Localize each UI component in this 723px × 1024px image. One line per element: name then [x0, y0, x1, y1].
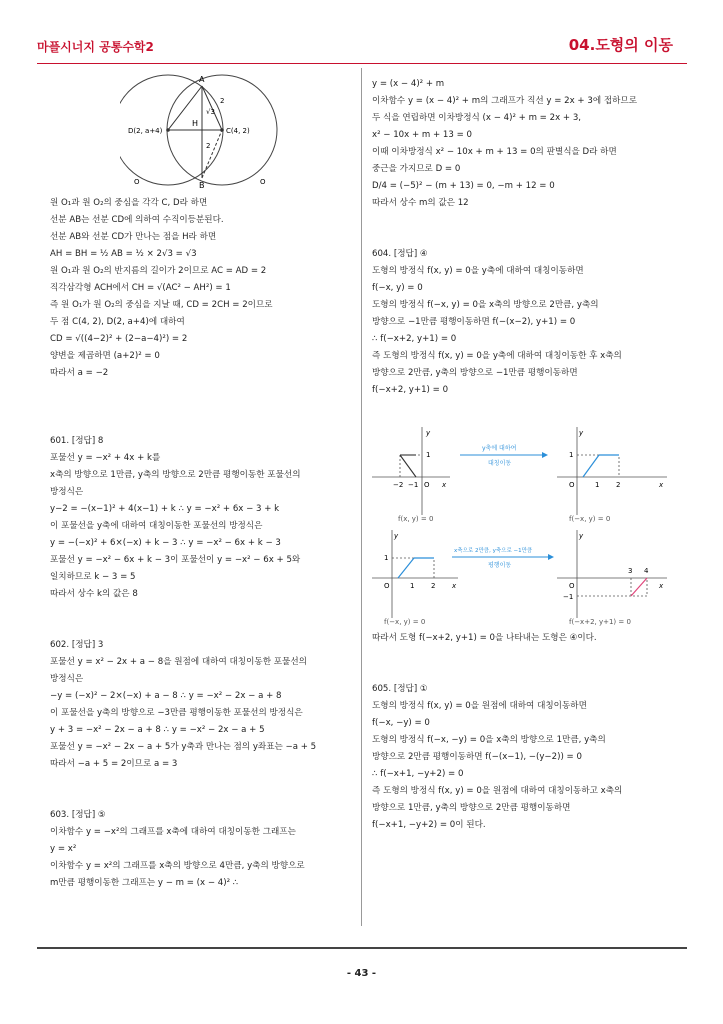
- right-col_b-line: 따라서 도형 f(−x+2, y+1) = 0을 나타내는 도형은 ④이다.: [372, 633, 597, 643]
- right-col_b-line: 방향으로 1만큼, y축의 방향으로 2만큼 평행이동하면: [372, 803, 571, 813]
- left-col-line: AH = BH = ½ AB = ½ × 2√3 = √3: [50, 249, 197, 259]
- g2-x: x: [659, 481, 664, 489]
- right-col_b-line: f(−x+1, −y+2) = 0이 된다.: [372, 820, 486, 830]
- left-col-line: 선분 AB는 선분 CD에 의하여 수직이등분된다.: [50, 215, 224, 225]
- left-col-line: 포물선 y = −x² + 4x + k를: [50, 453, 161, 463]
- g3-y: y: [394, 532, 399, 540]
- g1-caption: f(x, y) = 0: [398, 515, 434, 523]
- left-col-line: 방정식은: [50, 674, 84, 684]
- left-col-line: [50, 382, 316, 399]
- left-col-line: [50, 603, 316, 620]
- arrow2-line2: 평행이동: [488, 562, 512, 569]
- footer-rule: [37, 947, 687, 949]
- left-col-line: m만큼 평행이동한 그래프는 y − m = (x − 4)² ∴: [50, 878, 239, 888]
- right-col_a-line: ∴ f(−x+2, y+1) = 0: [372, 334, 457, 344]
- left-col-line: 직각삼각형 ACH에서 CH = √(AC² − AH²) = 1: [50, 283, 231, 293]
- arrow2-line1: x축으로 2만큼, y축으로 −1만큼: [454, 548, 533, 554]
- label-sqrt3: √3: [206, 108, 215, 116]
- left-col-line: 선분 AB와 선분 CD가 만나는 점을 H라 하면: [50, 232, 217, 242]
- left-col-line: [50, 620, 316, 637]
- page-number: - 43 -: [346, 968, 377, 979]
- g1-tick-1: 1: [426, 451, 431, 459]
- right-col_b-line: [372, 647, 622, 664]
- label-O2: O: [260, 178, 266, 186]
- g4-x: x: [659, 582, 664, 590]
- g1-x: x: [442, 481, 447, 489]
- right-col_a-line: f(−x+2, y+1) = 0: [372, 385, 449, 395]
- g2-y: y: [579, 429, 584, 437]
- g4-tick-3: 3: [628, 567, 633, 575]
- g3-origin: O: [384, 582, 390, 590]
- g3-tick-1: 1: [410, 582, 415, 590]
- left-col-line: 포물선 y = −x² − 6x + k − 3이 포물선이 y = −x² − 6x + 5와: [50, 555, 301, 565]
- left-col-line: [50, 773, 316, 790]
- left-col-line: x축의 방향으로 1만큼, y축의 방향으로 2만큼 평행이동한 포물선의: [50, 470, 301, 480]
- left-col-line: CD = √((4−2)² + (2−a−4)²) = 2: [50, 334, 188, 344]
- right-col_a-line: 이차함수 y = (x − 4)² + m의 그래프가 직선 y = 2x + 3에 접하므로: [372, 96, 638, 106]
- left-col-line: y = −(−x)² + 6×(−x) + k − 3 ∴ y = −x² − 6x + k − 3: [50, 538, 281, 548]
- left-col-line: y = x²: [50, 844, 77, 854]
- right-col_b-line: ∴ f(−x+1, −y+2) = 0: [372, 769, 464, 779]
- left-col-line: [50, 790, 316, 807]
- left-col-line: 방정식은: [50, 487, 84, 497]
- label-two-1: 2: [220, 97, 225, 105]
- two-circles-figure: [120, 68, 280, 194]
- left-col-line: 양변을 제곱하면 (a+2)² = 0: [50, 351, 160, 361]
- left-column: [50, 195, 316, 892]
- header-rule: [37, 63, 687, 64]
- left-col-line: [50, 416, 316, 433]
- right-col_b-line: 즉 도형의 방정식 f(x, y) = 0을 원점에 대하여 대칭이동하고 x축의: [372, 786, 623, 796]
- right-col_a-line: D/4 = (−5)² − (m + 13) = 0, −m + 12 = 0: [372, 181, 555, 191]
- left-col-line: 따라서 상수 k의 값은 8: [50, 589, 138, 599]
- g2-origin: O: [569, 481, 575, 489]
- label-B: B: [199, 181, 205, 190]
- left-col-line: 포물선 y = x² − 2x + a − 8을 원점에 대하여 대칭이동한 포물선의: [50, 657, 307, 667]
- left-col-line: 이 포물선을 y축의 방향으로 −3만큼 평행이동한 포물선의 방정식은: [50, 708, 303, 718]
- right-col_a-line: [372, 229, 637, 246]
- left-col-line: 601. [정답] 8: [50, 436, 104, 446]
- g2-tick-2: 2: [616, 481, 621, 489]
- left-col-line: y−2 = −(x−1)² + 4(x−1) + k ∴ y = −x² + 6x − 3 + k: [50, 504, 280, 514]
- arrow1-line2: 대칭이동: [488, 460, 512, 467]
- column-divider: [361, 68, 362, 926]
- right-col_a-line: x² − 10x + m + 13 = 0: [372, 130, 472, 140]
- g1-tick-neg2: −2: [393, 481, 404, 489]
- left-col-line: 즉 원 O₁가 원 O₂의 중심을 지날 때, CD = 2CH = 2이므로: [50, 300, 273, 310]
- g1-tick-neg1: −1: [408, 481, 419, 489]
- left-col-line: 이 포물선을 y축에 대하여 대칭이동한 포물선의 방정식은: [50, 521, 263, 531]
- g2-caption: f(−x, y) = 0: [569, 515, 611, 523]
- left-col-line: 포물선 y = −x² − 2x − a + 5가 y축과 만나는 점의 y좌표는 −a + 5: [50, 742, 317, 752]
- right-col_a-line: 방향으로 −1만큼 평행이동하면 f(−(x−2), y+1) = 0: [372, 317, 576, 327]
- right-col_a-line: [372, 212, 637, 229]
- label-H: H: [192, 119, 199, 128]
- label-O1: O: [134, 178, 140, 186]
- left-col-line: [50, 399, 316, 416]
- left-col-line: 두 점 C(4, 2), D(2, a+4)에 대하여: [50, 317, 185, 327]
- g3-tick-2: 2: [431, 582, 436, 590]
- right-col_a-line: 중근을 가지므로 D = 0: [372, 164, 461, 174]
- right-col_a-line: 604. [정답] ④: [372, 249, 428, 259]
- left-col-line: 603. [정답] ⑤: [50, 810, 106, 820]
- arrow1-line1: y축에 대하여: [482, 445, 517, 452]
- left-col-line: 602. [정답] 3: [50, 640, 104, 650]
- right-col_b-line: [372, 664, 622, 681]
- left-col-line: −y = (−x)² − 2×(−x) + a − 8 ∴ y = −x² − 2x − a + 8: [50, 691, 282, 701]
- g3-tick-y1: 1: [384, 554, 389, 562]
- label-C: C(4, 2): [226, 127, 250, 135]
- g4-caption: f(−x+2, y+1) = 0: [569, 618, 631, 626]
- right-col_a-line: f(−x, y) = 0: [372, 283, 423, 293]
- g3-x: x: [452, 582, 457, 590]
- right-column-top: [372, 76, 637, 399]
- right-col_a-line: 이때 이차방정식 x² − 10x + m + 13 = 0의 판별식을 D라 하면: [372, 147, 617, 157]
- left-col-line: 따라서 −a + 5 = 2이므로 a = 3: [50, 759, 178, 769]
- g2-tick-y1: 1: [569, 451, 574, 459]
- label-D: D(2, a+4): [128, 127, 163, 135]
- left-col-line: 따라서 a = −2: [50, 368, 109, 378]
- graph-original: [370, 425, 450, 529]
- left-col-line: 이차함수 y = x²의 그래프를 x축의 방향으로 4만큼, y축의 방향으로: [50, 861, 305, 871]
- left-col-line: 일치하므로 k − 3 = 5: [50, 572, 136, 582]
- g1-origin: O: [424, 481, 430, 489]
- right-col_a-line: 즉 도형의 방정식 f(x, y) = 0을 y축에 대하여 대칭이동한 후 x축의: [372, 351, 622, 361]
- left-col-line: 이차함수 y = −x²의 그래프를 x축에 대하여 대칭이동한 그래프는: [50, 827, 296, 837]
- right-col_b-line: 도형의 방정식 f(−x, −y) = 0을 x축의 방향으로 1만큼, y축의: [372, 735, 606, 745]
- right-col_b-line: 605. [정답] ①: [372, 684, 428, 694]
- arrow-reflect-y: [458, 443, 548, 477]
- header-chapter-title: 04.도형의 이동: [568, 36, 673, 54]
- graph-reflected: [555, 425, 670, 529]
- g4-y: y: [579, 532, 584, 540]
- right-col_a-line: 도형의 방정식 f(x, y) = 0을 y축에 대하여 대칭이동하면: [372, 266, 584, 276]
- graph-reflected-2: [370, 528, 460, 632]
- arrow-translate: [450, 545, 555, 579]
- left-col-line: 원 O₁과 원 O₂의 반지름의 길이가 2이므로 AC = AD = 2: [50, 266, 267, 276]
- g1-y: y: [426, 429, 431, 437]
- right-col_b-line: 도형의 방정식 f(x, y) = 0을 원점에 대하여 대칭이동하면: [372, 701, 587, 711]
- right-col_a-line: y = (x − 4)² + m: [372, 79, 445, 89]
- right-column-bottom: [372, 630, 622, 834]
- right-col_b-line: f(−x, −y) = 0: [372, 718, 430, 728]
- right-col_a-line: 두 식을 연립하면 이차방정식 (x − 4)² + m = 2x + 3,: [372, 113, 582, 123]
- left-col-line: 원 O₁과 원 O₂의 중심을 각각 C, D라 하면: [50, 198, 208, 208]
- left-col-line: y + 3 = −x² − 2x − a + 8 ∴ y = −x² − 2x − a + 5: [50, 725, 265, 735]
- right-col_a-line: 방향으로 2만큼, y축의 방향으로 −1만큼 평행이동하면: [372, 368, 578, 378]
- g4-tick-neg1: −1: [563, 593, 574, 601]
- right-col_a-line: 따라서 상수 m의 값은 12: [372, 198, 469, 208]
- g4-tick-4: 4: [644, 567, 649, 575]
- right-col_b-line: 방향으로 2만큼 평행이동하면 f(−(x−1), −(y−2)) = 0: [372, 752, 582, 762]
- label-A: A: [199, 75, 205, 84]
- g4-origin: O: [569, 582, 575, 590]
- graph-translated: [555, 528, 670, 632]
- g2-tick-1: 1: [595, 481, 600, 489]
- right-col_a-line: 도형의 방정식 f(−x, y) = 0을 x축의 방향으로 2만큼, y축의: [372, 300, 599, 310]
- g3-caption: f(−x, y) = 0: [384, 618, 426, 626]
- label-two-2: 2: [206, 142, 211, 150]
- header-book-title: 마플시너지 공통수학2: [37, 40, 154, 54]
